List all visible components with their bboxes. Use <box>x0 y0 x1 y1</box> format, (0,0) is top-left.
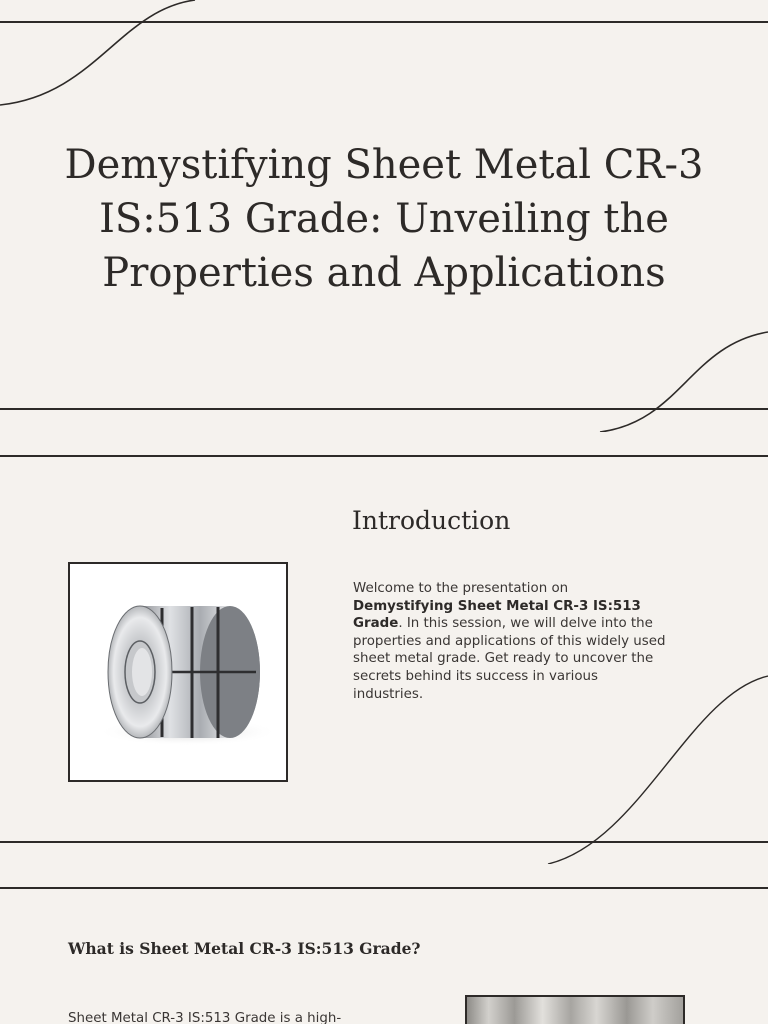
steel-coil-image <box>68 562 288 782</box>
top-rule <box>0 887 768 889</box>
title-slide <box>0 0 768 432</box>
introduction-slide <box>0 432 768 864</box>
section-heading: Introduction <box>352 506 511 535</box>
steel-coil-illustration <box>70 564 286 780</box>
emphasis-text: Demystifying Sheet Metal CR-3 IS:513 Grade <box>353 598 641 632</box>
curve-bottom-right <box>600 332 768 432</box>
curve-right <box>548 676 768 864</box>
section-heading: What is Sheet Metal CR-3 IS:513 Grade? <box>68 939 421 958</box>
definition-paragraph: Sheet Metal CR-3 IS:513 Grade is a high- <box>68 1011 342 1024</box>
curve-top-left <box>0 0 195 105</box>
presentation-title: Demystifying Sheet Metal CR-3 IS:513 Grade: Unveiling the Properties and Applications <box>64 142 704 296</box>
steel-sheet-image <box>465 995 685 1024</box>
introduction-paragraph: Welcome to the presentation on Demystifying Sheet Metal CR-3 IS:513 Grade. In this session, we will delve into the properties and applications of this widely used sheet metal grade. Get ready to uncover the secrets behind its success in various industries. <box>353 581 666 702</box>
definition-slide <box>0 864 768 1024</box>
